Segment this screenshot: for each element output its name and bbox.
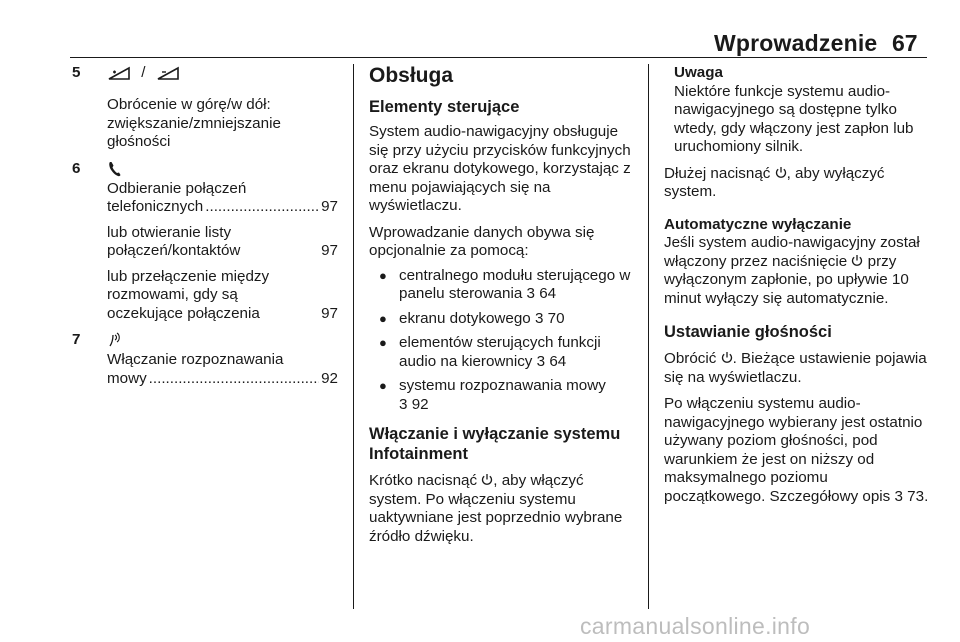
page-ref: 97 — [321, 304, 338, 322]
middle-column — [369, 64, 637, 546]
column-divider-left — [353, 64, 354, 609]
toc-entry: telefonicznych ..... 97 — [107, 198, 338, 217]
page-number: 67 — [892, 30, 918, 56]
page-title: Wprowadzenie — [714, 30, 878, 56]
bullet-list — [369, 267, 637, 415]
page-ref: 97 — [321, 242, 338, 259]
header-divider — [70, 57, 927, 58]
section-heading: Obsługa — [369, 64, 454, 87]
page-ref: 97 — [321, 198, 338, 215]
power-icon — [481, 473, 493, 486]
subsection-heading: Ustawianie głośności — [664, 323, 832, 341]
toc-entry: lub otwieranie listy połączeń/kontaktów 97 — [107, 223, 338, 259]
page-ref: 3 73. — [894, 487, 929, 505]
item-description: Obrócenie w górę/w dół: zwiększanie/zmniejszanie głośności — [107, 96, 281, 150]
volume-up-icon — [107, 64, 131, 82]
subsection-heading: Włączanie i wyłączanie systemu Infotainment — [369, 425, 621, 463]
paragraph: Jeśli system audio-nawigacyjny został włączony przez naciśnięcie przy wyłączonym zapłonie, po upływie 10 minut wyłączy się automatycznie. — [664, 234, 920, 307]
volume-down-icon — [156, 64, 180, 82]
paragraph: Dłużej nacisnąć , aby wyłączyć system. — [664, 164, 885, 200]
paragraph: Po włączeniu systemu audio-nawigacyjnego wybierany jest ostatnio używany poziom głośności, pod warunkiem że jest on niższy od maksymalnego poziomu początkowego. Szczegółowy opis 3 73. — [664, 395, 929, 505]
list-item: ● systemu rozpoznawania mowy 3 92 — [369, 377, 637, 414]
paragraph: System audio-nawigacyjny obsługuje się przy użyciu przycisków funkcyjnych oraz ekranu dotykowego, korzystając z menu pojawiających się na wyświetlaczu. — [369, 123, 631, 214]
watermark: carmanualsonline.info — [580, 613, 811, 639]
subsection-heading: Automatyczne wyłączanie — [664, 215, 852, 233]
paragraph: Wprowadzanie danych obywa się opcjonalnie za pomocą: — [369, 223, 595, 259]
voice-recognition-icon — [107, 331, 123, 349]
item-number: 7 — [72, 331, 81, 348]
page-ref: 3 70 — [534, 309, 565, 327]
left-column — [70, 64, 338, 388]
list-item: ● elementów sterujących funkcji audio na kierownicy 3 64 — [369, 334, 637, 371]
page-ref: 3 92 — [399, 395, 429, 413]
list-item: ● centralnego modułu sterującego w panelu sterowania 3 64 — [369, 267, 637, 304]
item-description: Włączanie rozpoznawania — [107, 351, 284, 368]
list-item: ● ekranu dotykowego 3 70 — [369, 310, 637, 329]
toc-entry: mowy ..... 92 — [107, 370, 338, 389]
power-icon — [851, 254, 863, 267]
note-label: Uwaga — [674, 64, 723, 81]
subsection-heading: Elementy sterujące — [369, 98, 520, 116]
right-column — [664, 64, 930, 506]
note-text: Niektóre funkcje systemu audio-nawigacyjnego są dostępne tylko wtedy, gdy włączony jest zapłon lub uruchomiony silnik. — [674, 82, 914, 155]
item-description: Odbieranie połączeń — [107, 179, 247, 197]
toc-entry: lub przełączenie między rozmowami, gdy są oczekujące połączenia 97 — [107, 267, 338, 322]
list-item-6 — [70, 160, 338, 324]
column-divider-right — [648, 64, 649, 609]
paragraph: Krótko nacisnąć , aby włączyć system. Po włączeniu systemu uaktywniane jest poprzednio wybrane źródło dźwięku. — [369, 472, 623, 545]
power-icon — [775, 166, 787, 179]
icon-separator: / — [141, 64, 146, 81]
list-item-7 — [70, 331, 338, 388]
page-ref: 3 64 — [536, 352, 567, 370]
paragraph: Obrócić . Bieżące ustawienie pojawia się na wyświetlaczu. — [664, 350, 927, 386]
item-number: 5 — [72, 64, 81, 81]
power-icon — [721, 351, 733, 364]
list-item-5 — [70, 64, 338, 152]
item-number: 6 — [72, 159, 81, 177]
page-ref: 92 — [321, 369, 338, 387]
phone-icon — [107, 160, 123, 178]
page-ref: 3 64 — [526, 285, 557, 302]
